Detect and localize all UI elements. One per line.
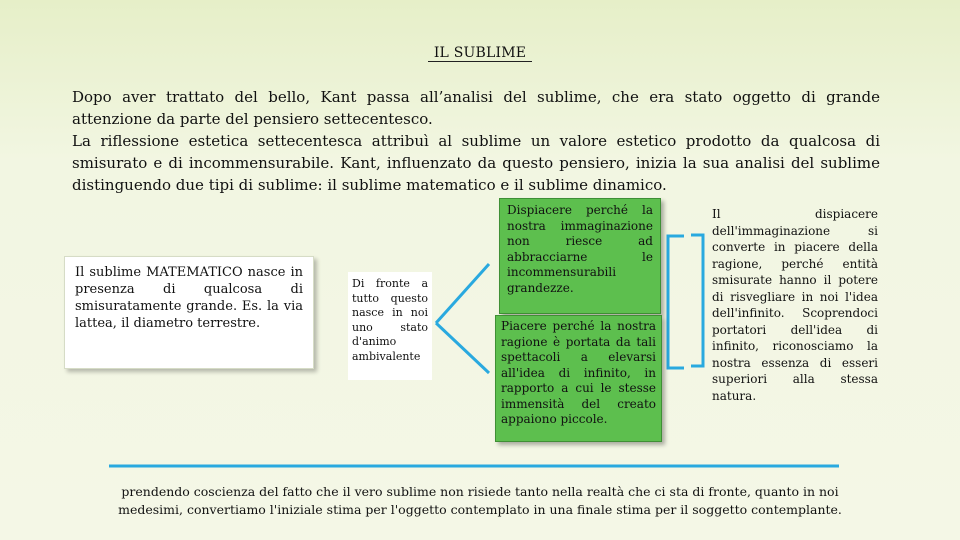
- intro-paragraph-1: Dopo aver trattato del bello, Kant passa all’analisi del sublime, che era stato oggetto di grande attenzione da parte del pensiero settecentesco.: [72, 88, 880, 128]
- arrow-to-pleasure: [436, 323, 489, 373]
- arrow-to-displeasure: [436, 264, 489, 323]
- bracket-left: [668, 236, 684, 368]
- intro-paragraph-2: La riflessione estetica settecentesca attribuì al sublime un valore estetico prodotto da qualcosa di smisurato e di incommensurabile. Kant, influenzato da questo pensiero, inizia la sua analisi del sublime distinguendo due tipi di sublime: il sublime matematico e il sublime dinamico.: [72, 132, 880, 194]
- math-sublime-box: Il sublime MATEMATICO nasce in presenza di qualcosa di smisuratamente grande. Es. la via lattea, il diametro terrestre.: [64, 256, 314, 369]
- pleasure-box: Piacere perché la nostra ragione è portata da tali spettacoli a elevarsi all'idea di infinito, in rapporto a cui le stesse immensità del creato appaiono piccole.: [495, 315, 662, 442]
- bracket-right: [691, 235, 703, 366]
- conclusion-text: prendendo coscienza del fatto che il vero sublime non risiede tanto nella realtà che ci sta di fronte, quanto in noi medesimi, convertiamo l'iniziale stima per l'oggetto contemplato in una finale stima per il soggetto contemplante.: [118, 484, 842, 517]
- displeasure-box: Dispiacere perché la nostra immaginazione non riesce ad abbracciarne le incommensurabili grandezze.: [499, 198, 661, 314]
- conversion-explanation-box: Il dispiacere dell'immaginazione si converte in piacere della ragione, perché entità smisurate hanno il potere di risvegliare in noi l'idea dell'infinito. Scoprendoci portatori dell'idea di infinito, riconosciamo la nostra essenza di esseri superiori alla stessa natura.: [712, 207, 878, 403]
- slide-title: IL SUBLIME: [433, 45, 527, 61]
- ambivalent-state-box: Di fronte a tutto questo nasce in noi uno stato d'animo ambivalente: [348, 272, 432, 380]
